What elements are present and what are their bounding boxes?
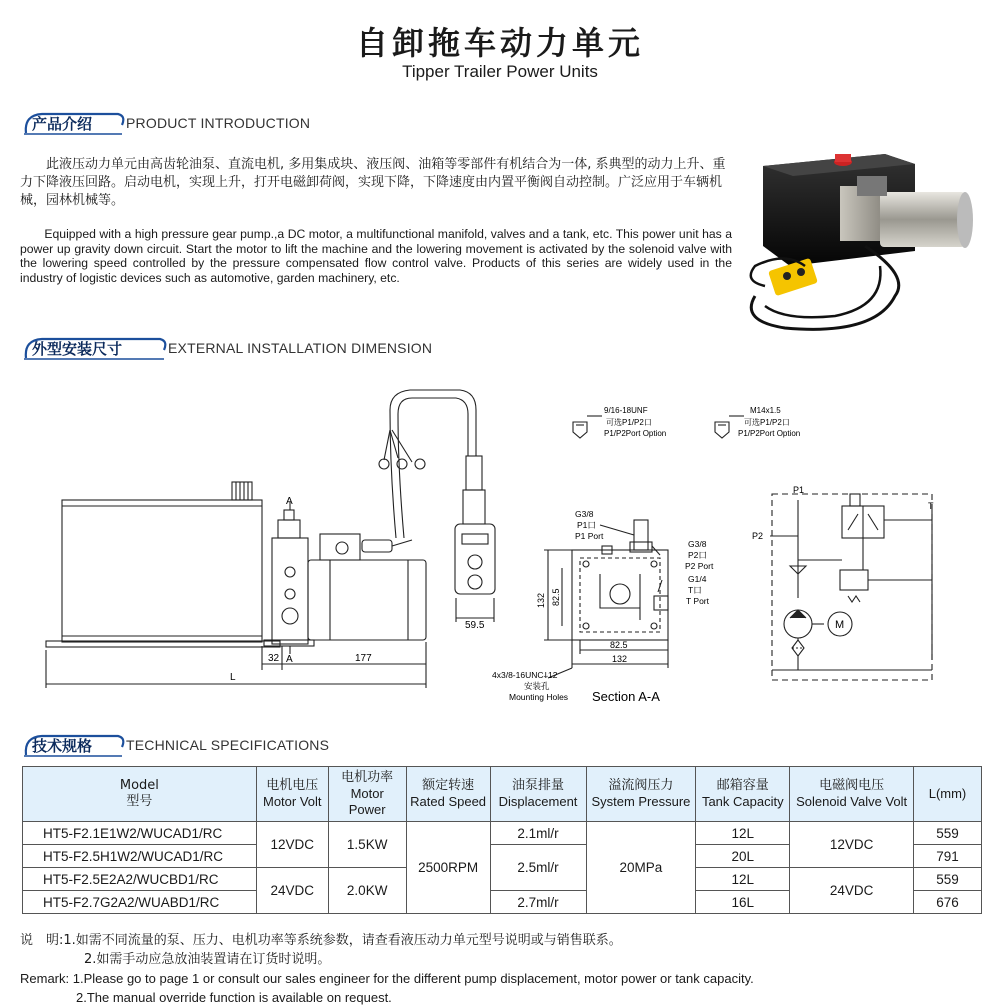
port2-thread: M14x1.5 bbox=[750, 406, 781, 415]
section-tag bbox=[22, 733, 122, 757]
remark-en-1: Remark: 1.Please go to page 1 or consult our sales engineer for the different pump displacement, motor power or tank capacity. bbox=[20, 971, 754, 986]
motor-power-cell: 1.5KW bbox=[328, 822, 406, 868]
mounting-holes-spec: 4x3/8-16UNCↆ12 bbox=[492, 670, 558, 680]
remark-cn-2: 2.如需手动应急放油装置请在订货时说明。 bbox=[84, 952, 331, 967]
dim-82-5-h-label: 82.5 bbox=[610, 640, 628, 650]
remarks bbox=[20, 931, 754, 1007]
p1-en-label: P1 Port bbox=[575, 531, 604, 541]
intro-text-cn: 此液压动力单元由高齿轮油泵、直流电机, 多用集成块、液压阀、油箱等零部件有机结合为一体, 系典型的动力上升、重力下降液压回路。启动电机，实现上升，打开电磁卸荷阀，实现下降，下降速度由内置平衡阀自动控制。广泛应用于车辆机械，园林机械等。 bbox=[20, 157, 726, 208]
g14-label: G1/4 bbox=[688, 574, 707, 584]
section-heading-intro bbox=[22, 110, 310, 136]
dim-59-5-label: 59.5 bbox=[465, 620, 485, 631]
section-tag bbox=[22, 111, 122, 135]
dim-132-v-label: 132 bbox=[536, 592, 546, 608]
tank-cell: 20L bbox=[696, 845, 790, 868]
section-tag-label: 外型安装尺寸 bbox=[32, 340, 123, 358]
p1-cn-label: P1口 bbox=[577, 520, 596, 530]
section-title: PRODUCT INTRODUCTION bbox=[126, 115, 311, 131]
header-system-pressure: 溢流阀压力 System Pressure bbox=[586, 767, 696, 822]
header-displacement: 油泵排量 Displacement bbox=[490, 767, 586, 822]
motor-volt-cell: 24VDC bbox=[256, 868, 328, 914]
rated-speed-cell: 2500RPM bbox=[406, 822, 490, 914]
length-cell: 676 bbox=[914, 891, 982, 914]
solenoid-volt-cell: 12VDC bbox=[790, 822, 914, 868]
dim-82-5-v-label: 82.5 bbox=[551, 588, 561, 606]
schematic-motor-label: M bbox=[835, 619, 845, 631]
p2-en-label: P2 Port bbox=[685, 561, 714, 571]
model-cell: HT5-F2.1E1W2/WUCAD1/RC bbox=[23, 822, 257, 845]
page-title: 自卸拖车动力单元 bbox=[355, 24, 644, 62]
t-cn-label: T口 bbox=[688, 585, 702, 595]
table-header-row bbox=[23, 767, 982, 822]
displacement-cell: 2.5ml/r bbox=[490, 845, 586, 891]
motor-volt-cell: 12VDC bbox=[256, 822, 328, 868]
page-subtitle: Tipper Trailer Power Units bbox=[402, 62, 598, 81]
header-length: L(mm) bbox=[914, 767, 982, 822]
port2-cn: 可选P1/P2口 bbox=[744, 418, 790, 427]
section-a-a-label: Section A-A bbox=[592, 689, 660, 704]
length-cell: 559 bbox=[914, 822, 982, 845]
header-solenoid-volt: 电磁阀电压 Solenoid Valve Volt bbox=[790, 767, 914, 822]
section-heading-specs bbox=[22, 732, 329, 758]
section-heading-dimension bbox=[22, 335, 432, 361]
model-cell: HT5-F2.5H1W2/WUCAD1/RC bbox=[23, 845, 257, 868]
section-tag-label: 技术规格 bbox=[32, 737, 93, 755]
header-rated-speed: 额定转速 Rated Speed bbox=[406, 767, 490, 822]
section-drawing bbox=[544, 520, 668, 678]
mounting-holes-en: Mounting Holes bbox=[509, 692, 569, 702]
length-cell: 559 bbox=[914, 868, 982, 891]
section-title: TECHNICAL SPECIFICATIONS bbox=[126, 737, 330, 753]
header-model: Model 型号 bbox=[23, 767, 257, 822]
solenoid-volt-cell: 24VDC bbox=[790, 868, 914, 914]
schematic-t-label: T bbox=[928, 501, 934, 511]
table-row bbox=[23, 822, 982, 845]
model-cell: HT5-F2.5E2A2/WUCBD1/RC bbox=[23, 868, 257, 891]
model-cell: HT5-F2.7G2A2/WUABD1/RC bbox=[23, 891, 257, 914]
intro-text-en: Equipped with a high pressure gear pump.,a DC motor, a multifunctional manifold, valves and a tank, etc. This power unit has a power up gravity down circuit. Start the motor to lift the machine and the lowering movement is activated by the solenoid valve with the lowering speed controlled by the pressure compensated flow control valve. Products of this series are widely used in the industry of logistic devices such as automotive, garden machinery, etc. bbox=[20, 227, 732, 285]
header-motor-volt: 电机电压 Motor Volt bbox=[256, 767, 328, 822]
port1-cn: 可选P1/P2口 bbox=[606, 418, 652, 427]
tank-cell: 12L bbox=[696, 868, 790, 891]
dim-132-h-label: 132 bbox=[612, 654, 628, 664]
tank-cell: 16L bbox=[696, 891, 790, 914]
dim-l-label: L bbox=[230, 672, 236, 683]
section-tag-label: 产品介绍 bbox=[32, 115, 93, 133]
displacement-cell: 2.7ml/r bbox=[490, 891, 586, 914]
header-tank-capacity: 邮箱容量 Tank Capacity bbox=[696, 767, 790, 822]
p2-cn-label: P2口 bbox=[688, 550, 707, 560]
port2-en: P1/P2Port Option bbox=[738, 429, 801, 438]
dim-32-label: 32 bbox=[268, 653, 280, 664]
motor-power-cell: 2.0KW bbox=[328, 868, 406, 914]
length-cell: 791 bbox=[914, 845, 982, 868]
schematic-p2-label: P2 bbox=[752, 531, 764, 541]
mounting-holes-cn: 安装孔 bbox=[524, 681, 550, 691]
g38-a-label: G3/8 bbox=[575, 509, 594, 519]
spec-table bbox=[22, 766, 982, 914]
hydraulic-schematic bbox=[770, 494, 932, 680]
schematic-p1-label: P1 bbox=[793, 485, 805, 495]
section-tag bbox=[22, 336, 164, 360]
section-title: EXTERNAL INSTALLATION DIMENSION bbox=[168, 340, 433, 356]
side-view-drawing bbox=[46, 390, 495, 688]
header-motor-power: 电机功率 Motor Power bbox=[328, 767, 406, 822]
technical-drawing bbox=[0, 370, 1000, 720]
dim-177-label: 177 bbox=[355, 653, 372, 664]
pressure-cell: 20MPa bbox=[586, 822, 696, 914]
g38-b-label: G3/8 bbox=[688, 539, 707, 549]
port1-en: P1/P2Port Option bbox=[604, 429, 667, 438]
port1-thread: 9/16-18UNF bbox=[604, 406, 648, 415]
tank-cell: 12L bbox=[696, 822, 790, 845]
remark-en-2: 2.The manual override function is available on request. bbox=[76, 990, 392, 1005]
section-marker-a: A bbox=[286, 496, 293, 507]
product-photo bbox=[745, 146, 981, 338]
remark-cn-1: 说 明:1.如需不同流量的泵、压力、电机功率等系统参数，请查看液压动力单元型号说明或与销售联系。 bbox=[20, 933, 622, 948]
t-en-label: T Port bbox=[686, 596, 709, 606]
displacement-cell: 2.1ml/r bbox=[490, 822, 586, 845]
section-marker-a-bottom: A bbox=[286, 654, 293, 665]
